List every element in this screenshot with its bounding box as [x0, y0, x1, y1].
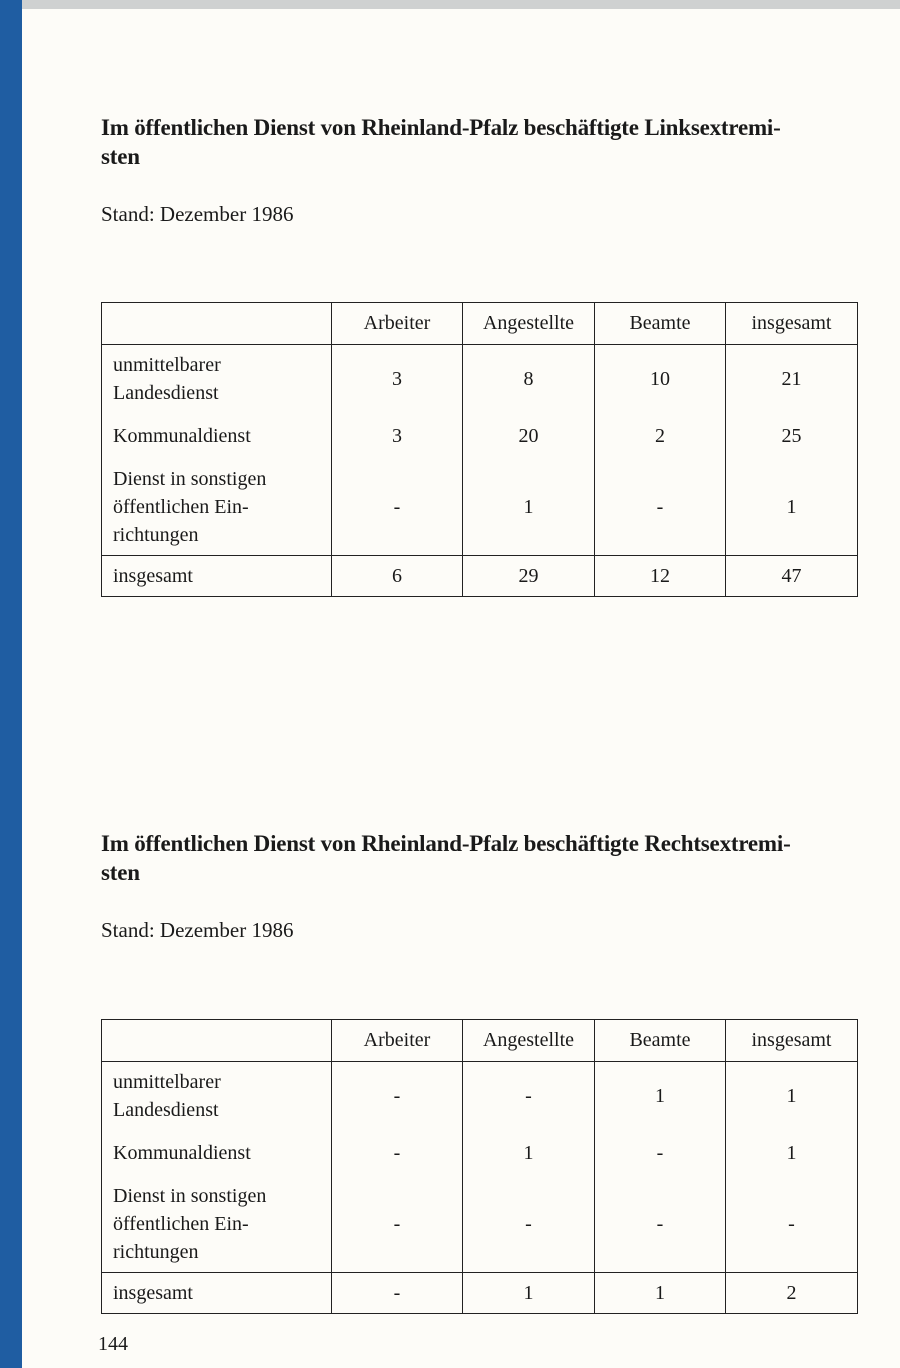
header-arbeiter: Arbeiter [332, 303, 463, 345]
row-label: Kommunaldienst [102, 413, 332, 459]
cell-value: 1 [595, 1062, 726, 1131]
cell-value: - [332, 1130, 463, 1176]
data-table [101, 1019, 858, 1314]
table-row [102, 1062, 858, 1131]
row-label: Dienst in sonstigen öffentlichen Ein- richtungen [102, 1176, 332, 1273]
table-row [102, 1130, 858, 1176]
header-row [102, 1020, 858, 1062]
stand-date: Stand: Dezember 1986 [101, 918, 294, 942]
cell-value: 21 [726, 345, 858, 414]
page-number: 144 [98, 1333, 128, 1355]
cell-value: 3 [332, 413, 463, 459]
cell-value: 12 [595, 556, 726, 597]
title-line-1: Im öffentlichen Dienst von Rheinland-Pfalz beschäftigte Linksextremi- [101, 115, 781, 140]
header-insgesamt: insgesamt [726, 1020, 858, 1062]
header-arbeiter: Arbeiter [332, 1020, 463, 1062]
table-row [102, 1176, 858, 1273]
cell-value: 2 [595, 413, 726, 459]
data-table [101, 302, 858, 597]
header-angestellte: Angestellte [463, 1020, 595, 1062]
title-line-1: Im öffentlichen Dienst von Rheinland-Pfalz beschäftigte Rechtsextremi- [101, 831, 791, 856]
cell-value: - [595, 1176, 726, 1273]
row-label: Dienst in sonstigen öffentlichen Ein- richtungen [102, 459, 332, 556]
stand-date: Stand: Dezember 1986 [101, 202, 294, 226]
title-line-2: sten [101, 144, 140, 169]
cell-value: 10 [595, 345, 726, 414]
header-beamte: Beamte [595, 303, 726, 345]
cell-value: 47 [726, 556, 858, 597]
header-beamte: Beamte [595, 1020, 726, 1062]
cell-value: 8 [463, 345, 595, 414]
top-edge-band [0, 0, 900, 9]
cell-value: - [463, 1176, 595, 1273]
cell-value: 1 [463, 1273, 595, 1314]
cell-value: 29 [463, 556, 595, 597]
table-section-links [101, 113, 861, 587]
book-spine-band [0, 0, 22, 1368]
cell-value: 1 [726, 1062, 858, 1131]
table-row [102, 413, 858, 459]
cell-value: - [332, 1176, 463, 1273]
cell-value: 1 [463, 1130, 595, 1176]
header-row [102, 303, 858, 345]
cell-value: 1 [463, 459, 595, 556]
row-label: unmittelbarer Landesdienst [102, 1062, 332, 1131]
cell-value: 3 [332, 345, 463, 414]
header-empty [102, 1020, 332, 1062]
cell-value: - [726, 1176, 858, 1273]
cell-value: 20 [463, 413, 595, 459]
cell-value: - [595, 1130, 726, 1176]
row-label: Kommunaldienst [102, 1130, 332, 1176]
cell-value: - [332, 459, 463, 556]
row-label: unmittelbarer Landesdienst [102, 345, 332, 414]
cell-value: 25 [726, 413, 858, 459]
table-title [101, 829, 861, 887]
header-empty [102, 303, 332, 345]
cell-value: 1 [726, 459, 858, 556]
table-row [102, 345, 858, 414]
table-title [101, 113, 861, 171]
row-label: insgesamt [102, 556, 332, 597]
row-label: insgesamt [102, 1273, 332, 1314]
total-row [102, 1273, 858, 1314]
cell-value: 1 [726, 1130, 858, 1176]
table-section-rechts [101, 829, 861, 1304]
cell-value: - [463, 1062, 595, 1131]
cell-value: - [332, 1062, 463, 1131]
header-insgesamt: insgesamt [726, 303, 858, 345]
title-line-2: sten [101, 860, 140, 885]
header-angestellte: Angestellte [463, 303, 595, 345]
cell-value: 2 [726, 1273, 858, 1314]
cell-value: - [595, 459, 726, 556]
table-row [102, 459, 858, 556]
cell-value: 1 [595, 1273, 726, 1314]
cell-value: - [332, 1273, 463, 1314]
cell-value: 6 [332, 556, 463, 597]
total-row [102, 556, 858, 597]
